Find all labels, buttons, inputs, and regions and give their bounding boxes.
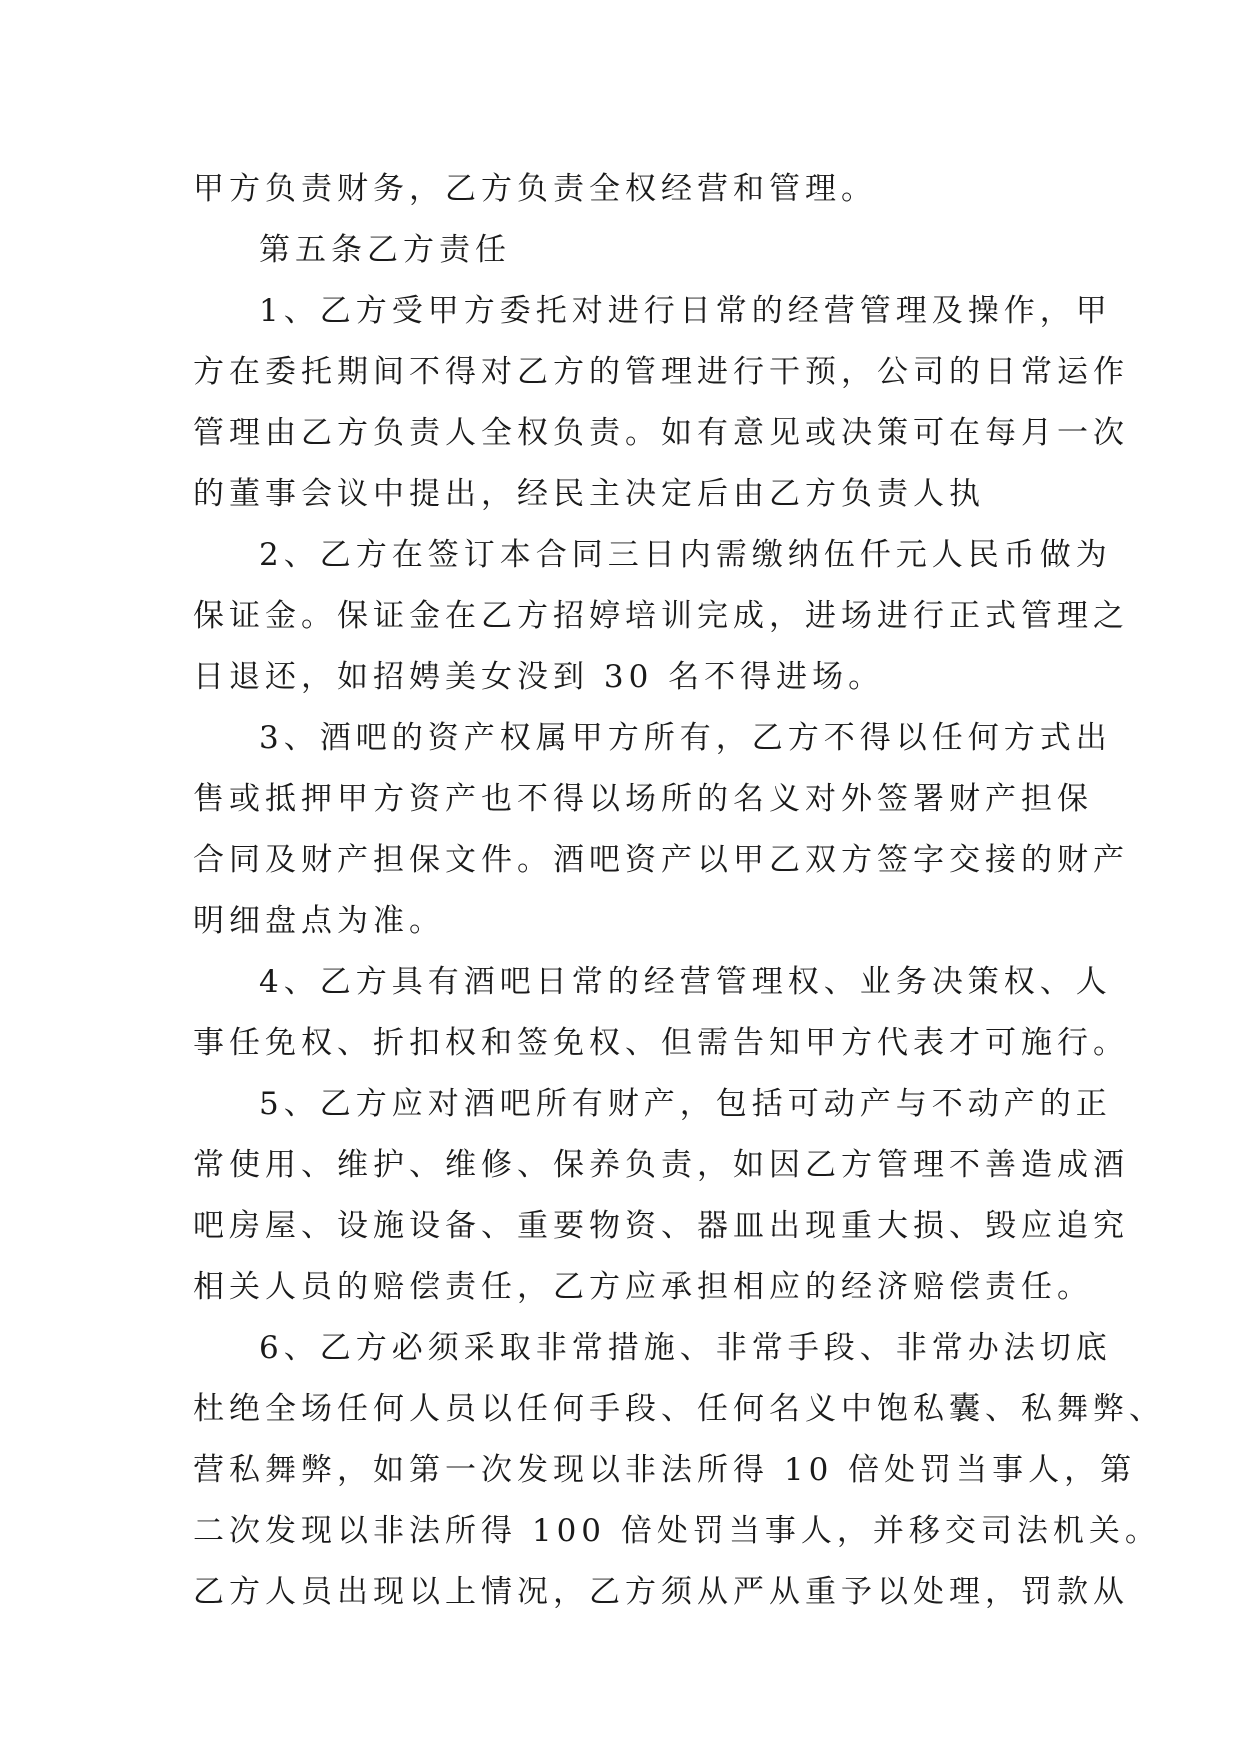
text-line: 1、乙方受甲方委托对进行日常的经营管理及操作，甲: [259, 293, 1112, 329]
text-line: 3、酒吧的资产权属甲方所有，乙方不得以任何方式出: [259, 720, 1112, 756]
text-line: 的董事会议中提出，经民主决定后由乙方负责人执: [193, 476, 985, 512]
text-line: 相关人员的赔偿责任，乙方应承担相应的经济赔偿责任。: [193, 1269, 1093, 1305]
text-line: 明细盘点为准。: [193, 903, 445, 939]
text-line: 管理由乙方负责人全权负责。如有意见或决策可在每月一次: [193, 415, 1129, 451]
text-line: 甲方负责财务，乙方负责全权经营和管理。: [193, 171, 877, 207]
document-body: [193, 159, 1165, 1623]
text-line: 5、乙方应对酒吧所有财产，包括可动产与不动产的正: [259, 1086, 1112, 1122]
text-line: 日退还，如招娉美女没到 30 名不得进场。: [193, 659, 885, 695]
text-line: 保证金。保证金在乙方招婷培训完成，进场进行正式管理之: [193, 598, 1129, 634]
text-line: 乙方人员出现以上情况，乙方须从严从重予以处理，罚款从: [193, 1574, 1129, 1610]
text-line: 二次发现以非法所得 100 倍处罚当事人，并移交司法机关。: [193, 1513, 1161, 1549]
text-line: 事任免权、折扣权和签免权、但需告知甲方代表才可施行。: [193, 1025, 1129, 1061]
text-line: 营私舞弊，如第一次发现以非法所得 10 倍处罚当事人，第: [193, 1452, 1137, 1488]
text-line: 杜绝全场任何人员以任何手段、任何名义中饱私囊、私舞弊、: [193, 1391, 1165, 1427]
text-line: 售或抵押甲方资产也不得以场所的名义对外签署财产担保: [193, 781, 1093, 817]
text-line: 合同及财产担保文件。酒吧资产以甲乙双方签字交接的财产: [193, 842, 1129, 878]
text-line: 2、乙方在签订本合同三日内需缴纳伍仟元人民币做为: [259, 537, 1112, 573]
text-line: 6、乙方必须采取非常措施、非常手段、非常办法切底: [259, 1330, 1112, 1366]
section-heading: 第五条乙方责任: [259, 232, 511, 268]
text-line: 常使用、维护、维修、保养负责，如因乙方管理不善造成酒: [193, 1147, 1129, 1183]
text-line: 吧房屋、设施设备、重要物资、器皿出现重大损、毁应追究: [193, 1208, 1129, 1244]
text-line: 4、乙方具有酒吧日常的经营管理权、业务决策权、人: [259, 964, 1112, 1000]
text-line: 方在委托期间不得对乙方的管理进行干预，公司的日常运作: [193, 354, 1129, 390]
